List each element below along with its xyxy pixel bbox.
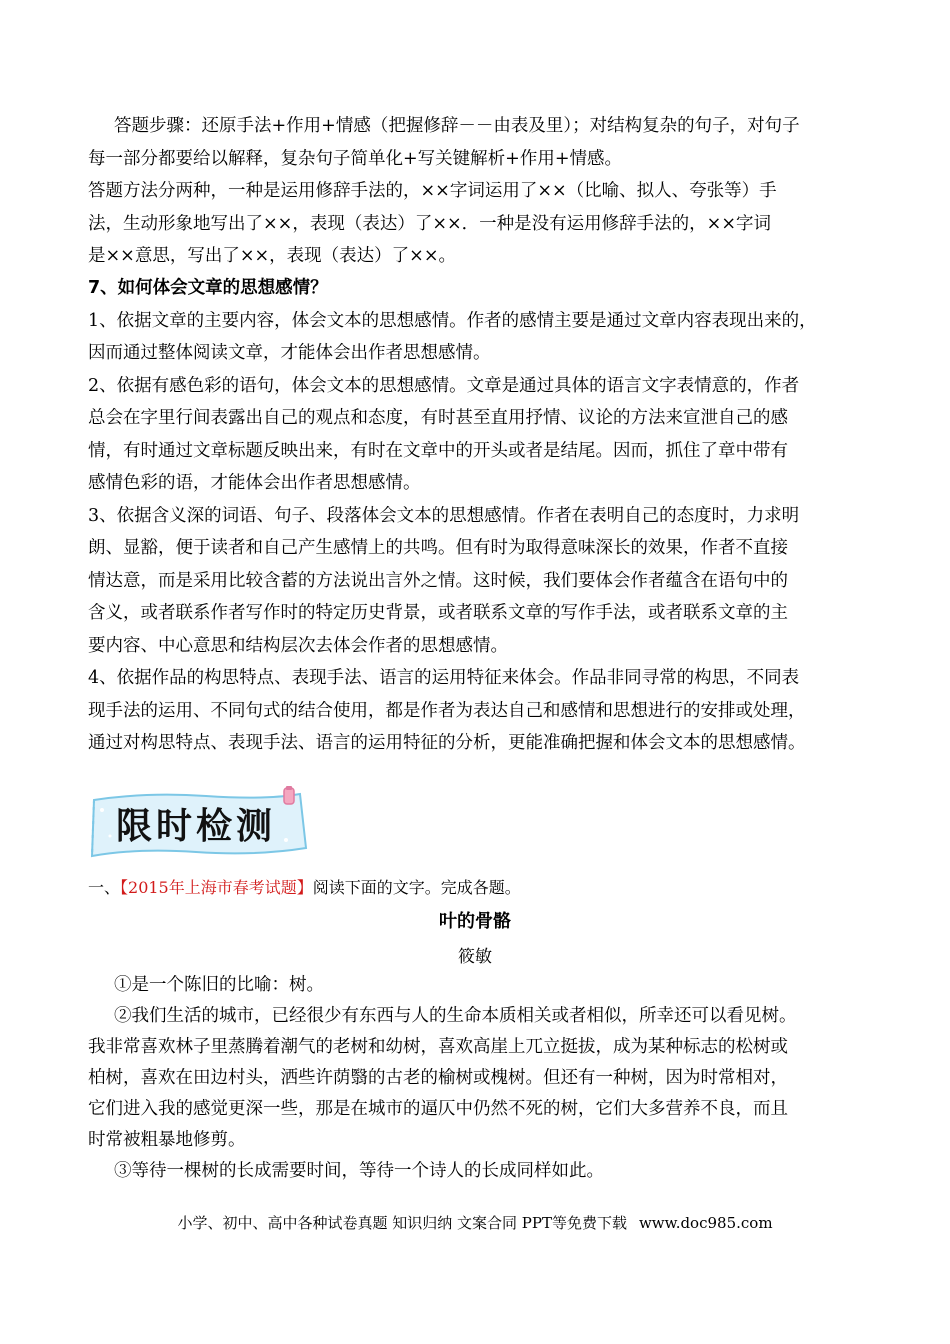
text-line: ②我们生活的城市，已经很少有东西与人的生命本质相关或者相似，所幸还可以看见树。 bbox=[114, 1006, 797, 1026]
text-line: 它们进入我的感觉更深一些，那是在城市的逼仄中仍然不死的树，它们大多营养不良，而且 bbox=[88, 1099, 788, 1119]
footer-url: www.doc985.com bbox=[638, 1214, 773, 1232]
thought-emotion-section bbox=[88, 272, 878, 760]
text-line: 3、依据含义深的词语、句子、段落体会文本的思想感情。作者在表明自己的态度时，力求明 bbox=[88, 505, 800, 526]
answer-steps-section bbox=[88, 110, 878, 273]
footer-text: 小学、初中、高中各种试卷真题 知识归纳 文案合同 PPT等免费下载 bbox=[177, 1214, 627, 1232]
question-intro bbox=[88, 872, 878, 905]
article-paragraph: ③等待一棵树的长成需要时间，等待一个诗人的长成同样如此。 bbox=[114, 1161, 604, 1181]
text-line: 答题方法分两种，一种是运用修辞手法的，××字词运用了××（比喻、拟人、夸张等）手 bbox=[88, 181, 777, 201]
section-banner bbox=[86, 786, 314, 862]
text-line: 每一部分都要给以解释，复杂句子简单化+写关键解析+作用+情感。 bbox=[88, 148, 622, 169]
text-line: 是××意思，写出了××，表现（表达）了××。 bbox=[88, 246, 456, 266]
text-line: 2、依据有感色彩的语句，体会文本的思想感情。文章是通过具体的语言文字表情意的，作者 bbox=[88, 375, 800, 396]
text-line: 我非常喜欢林子里蒸腾着潮气的老树和幼树，喜欢高崖上兀立挺拔，成为某种标志的松树或 bbox=[88, 1037, 788, 1057]
text-line: 要内容、中心意思和结构层次去体会作者的思想感情。 bbox=[88, 635, 508, 656]
text-line: 现手法的运用、不同句式的结合使用，都是作者为表达自己和感情和思想进行的安排或处理， bbox=[88, 700, 806, 721]
question-instruction: 阅读下面的文字。完成各题。 bbox=[312, 878, 521, 897]
text-line: 法，生动形象地写出了××，表现（表达）了××．一种是没有运用修辞手法的，××字词 bbox=[88, 213, 771, 234]
article-title: 叶的骨骼 bbox=[439, 911, 511, 932]
text-line: 总会在字里行间表露出自己的观点和态度，有时甚至直用抒情、议论的方法来宣泄自己的感 bbox=[88, 408, 788, 428]
question-number: 一、 bbox=[88, 878, 121, 897]
text-line: 情达意，而是采用比较含蓄的方法说出言外之情。这时候，我们要体会作者蕴含在语句中的 bbox=[88, 570, 788, 591]
text-line: 时常被粗暴地修剪。 bbox=[88, 1130, 246, 1150]
text-line: 答题步骤：还原手法+作用+情感（把握修辞－－由表及里）；对结构复杂的句子，对句子 bbox=[114, 116, 800, 136]
banner-label: 限时检测 bbox=[116, 806, 277, 847]
text-line: 情，有时通过文章标题反映出来，有时在文章中的开头或者是结尾。因而，抓住了章中带有 bbox=[88, 440, 788, 461]
section-heading: 7、如何体会文章的思想感情？ bbox=[88, 278, 328, 298]
page-footer bbox=[0, 1212, 950, 1233]
text-line: 通过对构思特点、表现手法、语言的运用特征的分析，更能准确把握和体会文本的思想感情。 bbox=[88, 733, 806, 753]
article-paragraph: ①是一个陈旧的比喻：树。 bbox=[114, 975, 324, 995]
article-body bbox=[88, 970, 878, 1187]
article-author: 筱敏 bbox=[458, 947, 492, 967]
text-line: 含义，或者联系作者写作时的特定历史背景，或者联系文章的写作手法，或者联系文章的主 bbox=[88, 603, 788, 623]
text-line: 朗、显豁，便于读者和自己产生感情上的共鸣。但有时为取得意味深长的效果，作者不直接 bbox=[88, 538, 788, 558]
text-line: 柏树，喜欢在田边村头，洒些许荫翳的古老的榆树或槐树。但还有一种树，因为时常相对， bbox=[88, 1068, 788, 1088]
text-line: 1、依据文章的主要内容，体会文本的思想感情。作者的感情主要是通过文章内容表现出来的， bbox=[88, 310, 817, 331]
question-source: 【2015年上海市春考试题】 bbox=[120, 878, 313, 897]
text-line: 4、依据作品的构思特点、表现手法、语言的运用特征来体会。作品非同寻常的构思，不同表 bbox=[88, 668, 800, 688]
text-line: 感情色彩的语，才能体会出作者思想感情。 bbox=[88, 473, 421, 493]
text-line: 因而通过整体阅读文章，才能体会出作者思想感情。 bbox=[88, 343, 491, 363]
